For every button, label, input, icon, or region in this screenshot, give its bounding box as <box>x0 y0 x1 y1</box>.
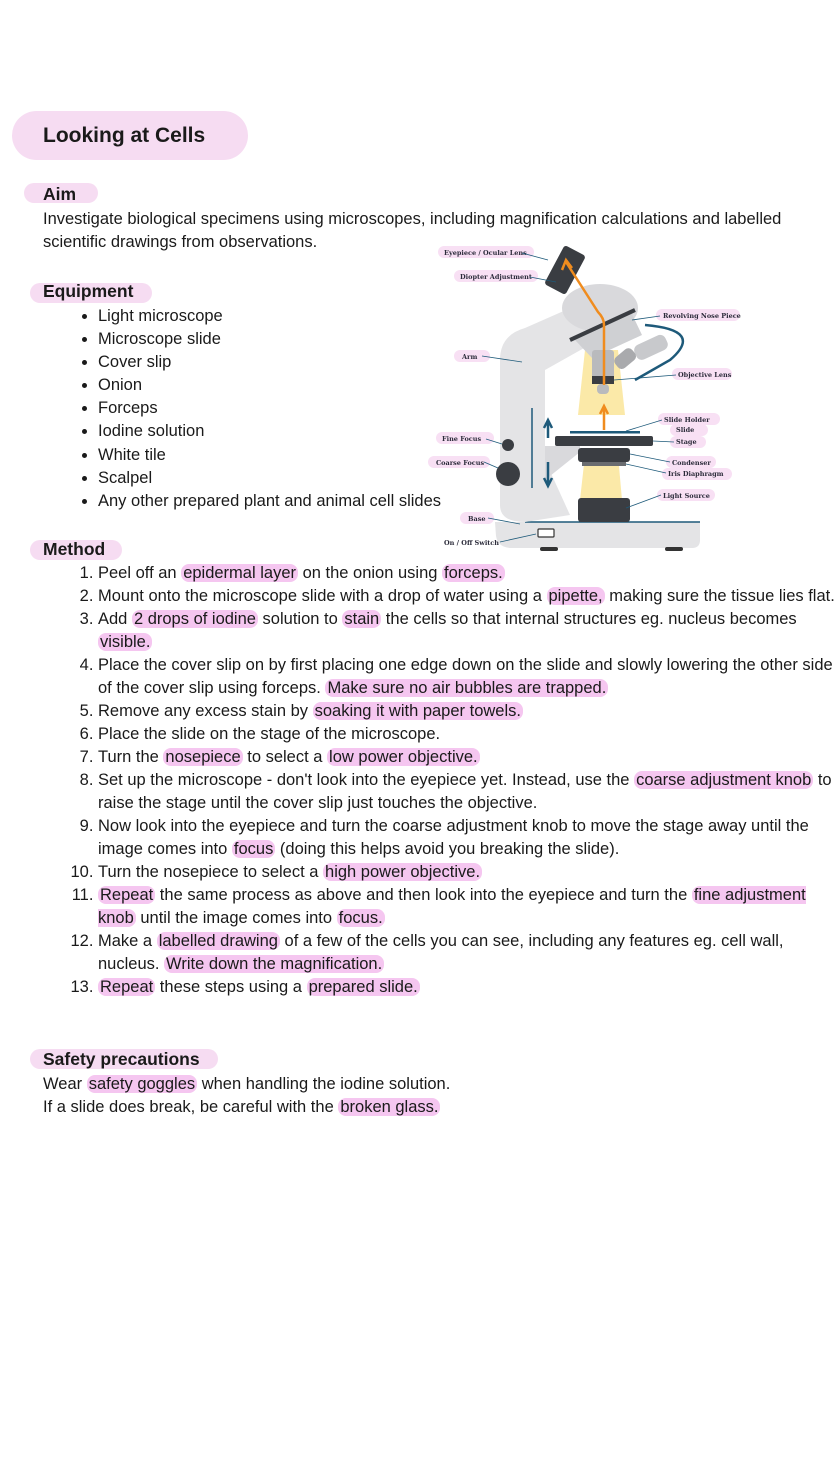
label-base: Base <box>468 515 486 523</box>
microscope-diagram <box>420 240 750 555</box>
highlighted-text: soaking it with paper towels. <box>314 702 521 720</box>
method-step <box>98 700 838 723</box>
label-objective: Objective Lens <box>678 371 732 379</box>
text-segment: Place the cover slip on by first placing one edge down on the slide and slowly lowering the other side of the cover slip using forceps. <box>98 656 833 697</box>
condenser <box>578 448 630 462</box>
microscope-base <box>495 522 700 548</box>
highlighted-text: 2 drops of iodine <box>133 610 256 628</box>
text-segment: solution to <box>257 610 343 628</box>
highlighted-text: stain <box>344 610 380 628</box>
equipment-item: • Iodine solution <box>98 420 441 443</box>
equipment-item: • White tile <box>98 444 441 467</box>
label-diopter: Diopter Adjustment <box>460 273 532 281</box>
text-segment: making sure the tissue lies flat. <box>604 587 835 605</box>
label-coarse-focus: Coarse Focus <box>436 459 485 467</box>
equipment-item: • Light microscope <box>98 305 441 328</box>
method-step <box>98 585 838 608</box>
label-slide: Slide <box>676 426 695 434</box>
aim-text: Investigate biological specimens using microscopes, including magnification calculations and labelled scientific drawings from observations. <box>43 210 782 251</box>
highlighted-text: fine adjustment knob <box>98 886 806 927</box>
up-arrow <box>544 420 552 438</box>
light-path-arrow <box>600 406 608 430</box>
label-eyepiece: Eyepiece / Ocular Lens <box>444 249 527 257</box>
method-step <box>98 723 838 746</box>
safety-line-2 <box>43 1096 783 1119</box>
method-list <box>43 562 838 999</box>
text-segment: the same process as above and then look into the eyepiece and turn the <box>155 886 692 904</box>
text-segment: Add <box>98 610 132 628</box>
equipment-item: • Cover slip <box>98 351 441 374</box>
highlighted-text: focus. <box>338 909 383 927</box>
text-segment: these steps using a <box>155 978 307 996</box>
text-segment: Turn the nosepiece to select a <box>98 863 324 881</box>
equipment-item: • Onion <box>98 374 441 397</box>
safety-line-1 <box>43 1073 783 1096</box>
highlighted-text: visible. <box>100 633 151 651</box>
highlighted-text: forceps. <box>444 564 503 582</box>
label-nosepiece: Revolving Nose Piece <box>663 312 741 320</box>
label-switch: On / Off Switch <box>444 539 499 547</box>
text-segment: Now look into the eyepiece and turn the coarse adjustment knob to move the stage away until the image comes into <box>98 817 809 858</box>
equipment-item: • Forceps <box>98 397 441 420</box>
highlighted-text: Write down the magnification. <box>166 955 383 973</box>
text-segment: Place the slide on the stage of the microscope. <box>98 725 441 743</box>
light-source <box>578 498 630 522</box>
highlighted-text: prepared slide. <box>308 978 418 996</box>
text-segment: (doing this helps avoid you breaking the slide). <box>275 840 620 858</box>
text-segment: Set up the microscope - don't look into the eyepiece yet. Instead, use the <box>98 771 635 789</box>
highlighted-text: Make sure no air bubbles are trapped. <box>327 679 607 697</box>
stage <box>555 436 653 446</box>
safety-text <box>43 1073 783 1119</box>
highlighted-text: safety goggles <box>88 1075 196 1093</box>
text-segment: on the onion using <box>298 564 443 582</box>
highlighted-text: labelled drawing <box>158 932 278 950</box>
method-step <box>98 884 838 930</box>
method-step <box>98 769 838 815</box>
eyepiece <box>544 245 586 295</box>
text-segment: until the image comes into <box>135 909 337 927</box>
text-segment: Turn the <box>98 748 164 766</box>
label-light-source: Light Source <box>663 492 710 500</box>
highlighted-text: high power objective. <box>325 863 481 881</box>
equipment-item: • Any other prepared plant and animal cell slides <box>98 490 441 513</box>
text-segment: to select a <box>242 748 328 766</box>
highlighted-text: broken glass. <box>340 1098 439 1116</box>
highlighted-text: epidermal layer <box>183 564 296 582</box>
slide <box>570 431 640 434</box>
method-heading: Method <box>43 539 106 559</box>
highlighted-text: low power objective. <box>329 748 478 766</box>
method-step <box>98 562 838 585</box>
highlighted-text: focus <box>233 840 274 858</box>
text-segment: when handling the iodine solution. <box>197 1075 451 1093</box>
text-segment: If a slide does break, be careful with the <box>43 1098 339 1116</box>
text-segment: Mount onto the microscope slide with a drop of water using a <box>98 587 547 605</box>
fine-focus-knob <box>502 439 514 451</box>
equipment-heading: Equipment <box>43 281 134 301</box>
method-step <box>98 930 838 976</box>
method-step <box>98 654 838 700</box>
equipment-item: • Microscope slide <box>98 328 441 351</box>
label-fine-focus: Fine Focus <box>442 435 482 443</box>
highlighted-text: nosepiece <box>165 748 241 766</box>
text-segment: to raise the stage until the cover slip just touches the objective. <box>98 771 832 812</box>
label-arm: Arm <box>462 353 478 361</box>
label-stage: Stage <box>676 438 697 446</box>
method-step <box>98 815 838 861</box>
highlighted-text: coarse adjustment knob <box>636 771 812 789</box>
equipment-item: • Scalpel <box>98 467 441 490</box>
method-step <box>98 746 838 769</box>
text-segment: the cells so that internal structures eg. nucleus becomes <box>381 610 797 628</box>
label-iris: Iris Diaphragm <box>668 470 724 478</box>
page-title: Looking at Cells <box>43 124 206 147</box>
coarse-focus-knob <box>496 462 520 486</box>
power-switch <box>538 529 554 537</box>
label-slide-holder: Slide Holder <box>664 416 710 424</box>
safety-heading: Safety precautions <box>43 1049 200 1069</box>
text-segment: Peel off an <box>98 564 182 582</box>
method-step <box>98 608 838 654</box>
label-condenser: Condenser <box>672 459 711 467</box>
text-segment: of a few of the cells you can see, including any features eg. cell wall, nucleus. <box>98 932 784 973</box>
highlighted-text: Repeat <box>100 886 154 904</box>
highlighted-text: pipette, <box>548 587 603 605</box>
aim-heading: Aim <box>43 184 77 204</box>
text-segment: Remove any excess stain by <box>98 702 313 720</box>
method-step <box>98 861 838 884</box>
method-step <box>98 976 838 999</box>
highlighted-text: Repeat <box>100 978 154 996</box>
text-segment: Wear <box>43 1075 87 1093</box>
text-segment: Make a <box>98 932 157 950</box>
equipment-list <box>43 305 441 513</box>
